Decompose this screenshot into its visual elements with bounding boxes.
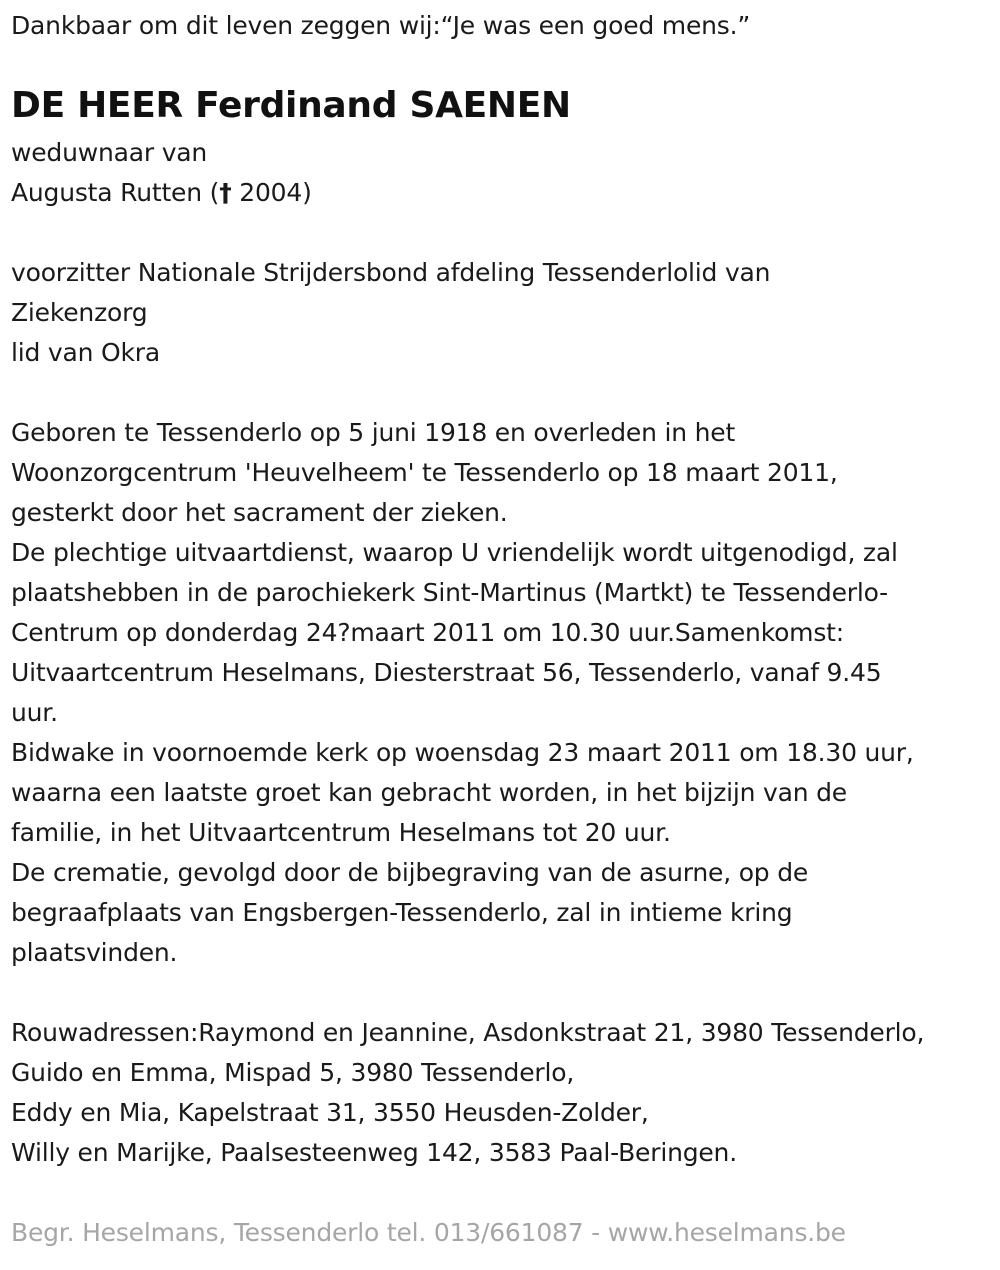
address-line: Willy en Marijke, Paalsesteenweg 142, 3583 Paal-Beringen. [11,1138,737,1167]
spouse-relation: weduwnaar van [11,138,208,167]
funeral-home-footer: Begr. Heselmans, Tessenderlo tel. 013/661087 - www.heselmans.be [11,1218,846,1247]
roles-section [11,253,770,373]
role-line: lid van Okra [11,338,160,367]
body-line: uur. [11,698,58,727]
body-line: Bidwake in voornoemde kerk op woensdag 23 maart 2011 om 18.30 uur, [11,738,914,767]
cross-icon: † [219,178,232,207]
body-line: begraafplaats van Engsbergen-Tessenderlo, zal in intieme kring [11,898,793,927]
body-line: plaatshebben in de parochiekerk Sint-Martinus (Martkt) te Tessenderlo- [11,578,888,607]
spouse-name: Augusta Rutten ( [11,178,220,207]
body-line: waarna een laatste groet kan gebracht worden, in het bijzijn van de [11,778,847,807]
deceased-name: DE HEER Ferdinand SAENEN [11,85,571,126]
body-line: De plechtige uitvaartdienst, waarop U vriendelijk wordt uitgenodigd, zal [11,538,898,567]
intro-quote: Dankbaar om dit leven zeggen wij:“Je was een goed mens.” [11,11,751,40]
address-line: Guido en Emma, Mispad 5, 3980 Tessenderlo, [11,1058,575,1087]
body-line: familie, in het Uitvaartcentrum Heselmans tot 20 uur. [11,818,671,847]
spouse-death-year: 2004) [231,178,312,207]
body-line: gesterkt door het sacrament der zieken. [11,498,508,527]
role-line: voorzitter Nationale Strijdersbond afdeling Tessenderlolid van [11,258,771,287]
spouse-section [11,133,312,213]
body-line: Uitvaartcentrum Heselmans, Diesterstraat 56, Tessenderlo, vanaf 9.45 [11,658,882,687]
ceremony-details [11,413,914,973]
spouse-name-line [11,173,312,213]
body-line: De crematie, gevolgd door de bijbegraving van de asurne, op de [11,858,809,887]
address-line: Rouwadressen:Raymond en Jeannine, Asdonkstraat 21, 3980 Tessenderlo, [11,1018,925,1047]
body-line: plaatsvinden. [11,938,178,967]
mourning-addresses [11,1013,924,1173]
body-line: Woonzorgcentrum 'Heuvelheem' te Tessenderlo op 18 maart 2011, [11,458,838,487]
role-line: Ziekenzorg [11,298,148,327]
body-line: Centrum op donderdag 24?maart 2011 om 10.30 uur.Samenkomst: [11,618,844,647]
body-line: Geboren te Tessenderlo op 5 juni 1918 en overleden in het [11,418,736,447]
address-line: Eddy en Mia, Kapelstraat 31, 3550 Heusden-Zolder, [11,1098,649,1127]
